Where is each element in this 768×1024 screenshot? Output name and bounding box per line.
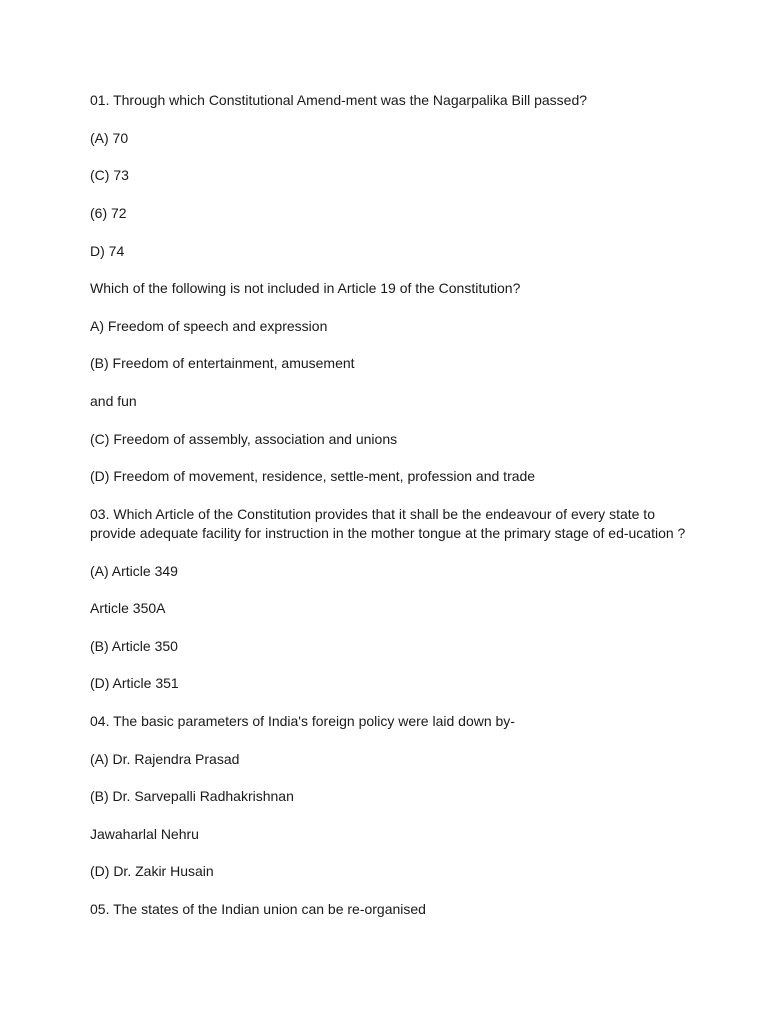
question-4-option: (A) Dr. Rajendra Prasad	[90, 751, 240, 767]
question-4-option: Jawaharlal Nehru	[90, 826, 199, 842]
question-2-option: (D) Freedom of movement, residence, settle-ment, profession and trade	[90, 468, 536, 484]
question-1-option: D) 74	[90, 243, 125, 259]
question-3-option: (B) Article 350	[90, 638, 178, 654]
question-2-option-continued: and fun	[90, 393, 137, 409]
question-2-option: A) Freedom of speech and expression	[90, 318, 328, 334]
question-3-option: Article 350A	[90, 600, 166, 616]
question-1-text: 01. Through which Constitutional Amend-ment was the Nagarpalika Bill passed?	[90, 92, 588, 108]
question-2-text: Which of the following is not included in Article 19 of the Constitution?	[90, 280, 521, 296]
question-2-option: (B) Freedom of entertainment, amusement	[90, 355, 355, 371]
question-4-option: (D) Dr. Zakir Husain	[90, 863, 214, 879]
question-5-text: 05. The states of the Indian union can be re-organised	[90, 901, 426, 917]
question-2-option: (C) Freedom of assembly, association and unions	[90, 431, 398, 447]
question-1-option: (A) 70	[90, 130, 129, 146]
question-1-option: (C) 73	[90, 167, 129, 183]
question-3-option: (A) Article 349	[90, 563, 178, 579]
question-3-option: (D) Article 351	[90, 675, 179, 691]
question-1-option: (6) 72	[90, 205, 127, 221]
question-4-text: 04. The basic parameters of India's foreign policy were laid down by-	[90, 713, 515, 729]
question-4-option: (B) Dr. Sarvepalli Radhakrishnan	[90, 788, 294, 804]
question-3-text: 03. Which Article of the Constitution provides that it shall be the endeavour of every state to provide adequate facility for instruction in the mother tongue at the primary stage of ed-ucation ?	[90, 506, 686, 541]
